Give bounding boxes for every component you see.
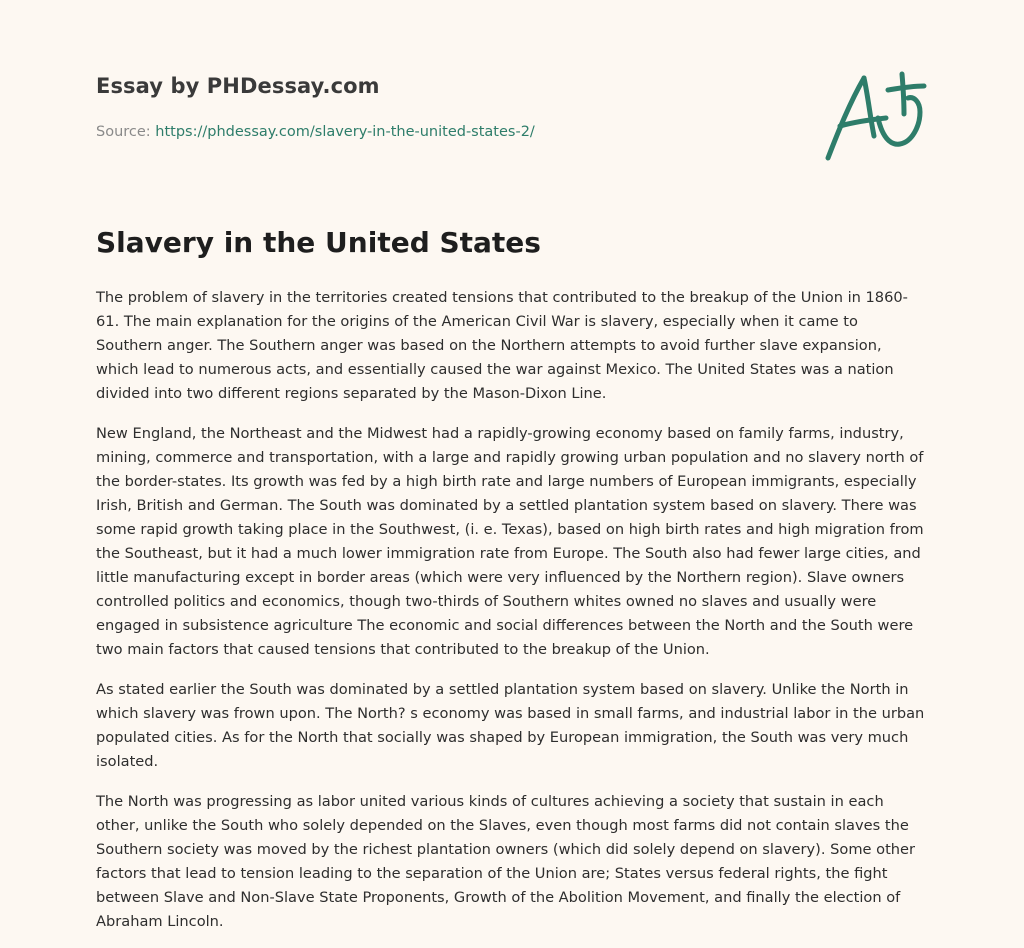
essay-body <box>96 286 928 948</box>
source-link[interactable]: https://phdessay.com/slavery-in-the-united-states-2/ <box>155 124 535 140</box>
site-title: Essay by PHDessay.com <box>96 74 380 98</box>
source-label: Source: <box>96 124 151 140</box>
essay-paragraph: The North was progressing as labor united various kinds of cultures achieving a society that sustain in each other, unlike the South who solely depended on the Slaves, even though most farms did not contain slaves the Southern society was moved by the richest plantation owners (which did solely depend on slavery). Some other factors that lead to tension leading to the separation of the Union are; States versus federal rights, the fight between Slave and Non-Slave State Proponents, Growth of the Abolition Movement, and finally the election of Abraham Lincoln. <box>96 793 916 930</box>
essay-paragraph: New England, the Northeast and the Midwest had a rapidly-growing economy based on family farms, industry, mining, commerce and transportation, with a large and rapidly growing urban population and no slavery north of the border-states. Its growth was fed by a high birth rate and large numbers of European immigrants, especially Irish, British and German. The South was dominated by a settled plantation system based on slavery. There was some rapid growth taking place in the Southwest, (i. e. Texas), based on high birth rates and high migration from the Southeast, but it had a much lower immigration rate from Europe. The South also had fewer large cities, and little manufacturing except in border areas (which were very influenced by the Northern region). Slave owners controlled politics and economics, though two-thirds of Southern whites owned no slaves and usually were engaged in subsistence agriculture The economic and social differences between the North and the South were two main factors that caused tensions that contributed to the breakup of the Union. <box>96 425 924 658</box>
essay-title: Slavery in the United States <box>96 226 541 259</box>
a-plus-logo-icon <box>816 66 932 166</box>
essay-paragraph: The problem of slavery in the territories created tensions that contributed to the breakup of the Union in 1860-61. The main explanation for the origins of the American Civil War is slavery, especially when it came to Southern anger. The Southern anger was based on the Northern attempts to avoid further slave expansion, which lead to numerous acts, and essentially caused the war against Mexico. The United States was a nation divided into two different regions separated by the Mason-Dixon Line. <box>96 289 908 402</box>
essay-paragraph: As stated earlier the South was dominated by a settled plantation system based on slavery. Unlike the North in which slavery was frown upon. The North? s economy was based in small farms, and industrial labor in the urban populated cities. As for the North that socially was shaped by European immigration, the South was very much isolated. <box>96 681 925 770</box>
source-line <box>96 124 535 140</box>
